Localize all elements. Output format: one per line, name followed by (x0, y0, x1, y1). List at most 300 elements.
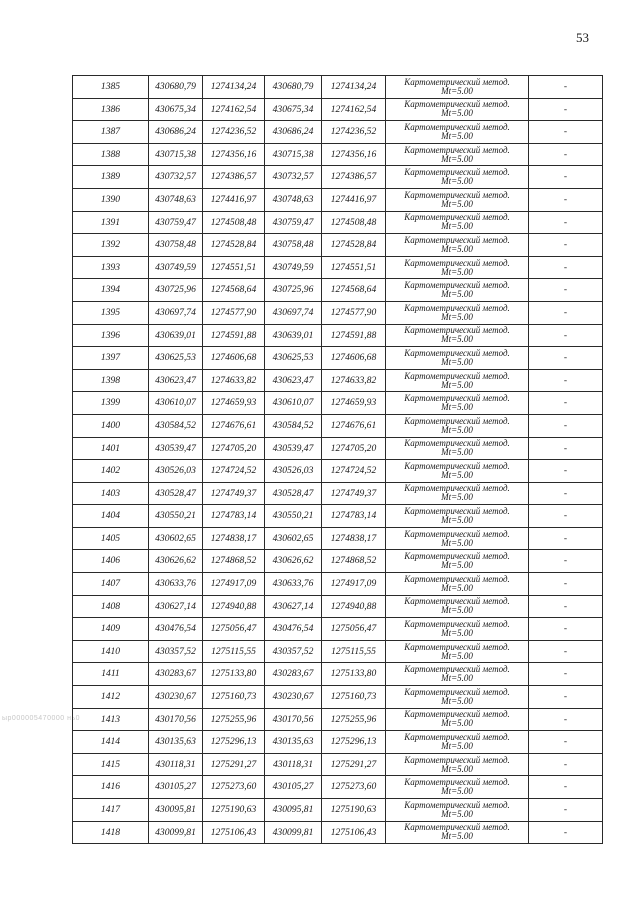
point-number-cell: 1390 (73, 188, 149, 211)
x-existing-cell: 430539,47 (149, 437, 203, 460)
method-cell (386, 595, 529, 618)
method-line-1: Картометрический метод. (404, 76, 510, 87)
y-new-cell: 1274416,97 (322, 188, 386, 211)
y-existing-cell: 1274591,88 (203, 324, 265, 347)
method-line-1: Картометрический метод. (404, 528, 510, 539)
x-new-cell: 430610,07 (265, 392, 322, 415)
method-line-1: Картометрический метод. (404, 257, 510, 268)
method-line-1: Картометрический метод. (404, 325, 510, 336)
y-existing-cell: 1274508,48 (203, 211, 265, 234)
y-existing-cell: 1274386,57 (203, 166, 265, 189)
point-number-cell: 1400 (73, 414, 149, 437)
y-new-cell: 1274633,82 (322, 369, 386, 392)
method-cell (386, 799, 529, 822)
table-row (73, 573, 603, 596)
y-new-cell: 1274838,17 (322, 527, 386, 550)
point-number-cell: 1417 (73, 799, 149, 822)
page-number: 53 (576, 30, 589, 45)
table-row (73, 460, 603, 483)
y-existing-cell: 1275190,63 (203, 799, 265, 822)
method-line-1: Картометрический метод. (404, 302, 510, 313)
x-new-cell: 430623,47 (265, 369, 322, 392)
point-number-cell: 1398 (73, 369, 149, 392)
table-row (73, 753, 603, 776)
point-number-cell: 1396 (73, 324, 149, 347)
description-cell: - (529, 256, 603, 279)
x-new-cell: 430476,54 (265, 618, 322, 641)
x-existing-cell: 430602,65 (149, 527, 203, 550)
x-existing-cell: 430675,34 (149, 98, 203, 121)
x-existing-cell: 430105,27 (149, 776, 203, 799)
y-existing-cell: 1275133,80 (203, 663, 265, 686)
point-number-cell: 1401 (73, 437, 149, 460)
description-cell: - (529, 166, 603, 189)
x-new-cell: 430118,31 (265, 753, 322, 776)
description-cell: - (529, 143, 603, 166)
x-new-cell: 430099,81 (265, 821, 322, 844)
method-line-1: Картометрический метод. (404, 732, 510, 743)
x-new-cell: 430283,67 (265, 663, 322, 686)
method-line-2: Mt=5.00 (441, 808, 473, 819)
table-row (73, 347, 603, 370)
method-line-1: Картометрический метод. (404, 664, 510, 675)
y-new-cell: 1275133,80 (322, 663, 386, 686)
point-number-cell: 1404 (73, 505, 149, 528)
method-cell (386, 731, 529, 754)
y-existing-cell: 1274940,88 (203, 595, 265, 618)
y-new-cell: 1275106,43 (322, 821, 386, 844)
x-existing-cell: 430748,63 (149, 188, 203, 211)
method-cell (386, 301, 529, 324)
table-row (73, 324, 603, 347)
point-number-cell: 1391 (73, 211, 149, 234)
method-cell (386, 573, 529, 596)
table-row (73, 392, 603, 415)
method-line-2: Mt=5.00 (441, 695, 473, 706)
table-row (73, 550, 603, 573)
table-row (73, 211, 603, 234)
y-existing-cell: 1274633,82 (203, 369, 265, 392)
method-line-2: Mt=5.00 (441, 447, 473, 458)
description-cell: - (529, 414, 603, 437)
x-new-cell: 430639,01 (265, 324, 322, 347)
y-new-cell: 1275115,55 (322, 640, 386, 663)
table-row (73, 595, 603, 618)
method-line-2: Mt=5.00 (441, 605, 473, 616)
table-row (73, 663, 603, 686)
method-line-1: Картометрический метод. (404, 754, 510, 765)
method-line-2: Mt=5.00 (441, 560, 473, 571)
description-cell: - (529, 324, 603, 347)
x-new-cell: 430697,74 (265, 301, 322, 324)
point-number-cell: 1408 (73, 595, 149, 618)
method-line-1: Картометрический метод. (404, 144, 510, 155)
description-cell: - (529, 686, 603, 709)
method-cell (386, 121, 529, 144)
x-existing-cell: 430170,56 (149, 708, 203, 731)
method-line-1: Картометрический метод. (404, 596, 510, 607)
y-new-cell: 1274577,90 (322, 301, 386, 324)
y-new-cell: 1274724,52 (322, 460, 386, 483)
method-cell (386, 753, 529, 776)
table-row (73, 121, 603, 144)
method-cell (386, 663, 529, 686)
method-line-1: Картометрический метод. (404, 347, 510, 358)
x-new-cell: 430675,34 (265, 98, 322, 121)
x-new-cell: 430170,56 (265, 708, 322, 731)
description-cell: - (529, 799, 603, 822)
x-existing-cell: 430749,59 (149, 256, 203, 279)
method-line-2: Mt=5.00 (441, 515, 473, 526)
method-line-2: Mt=5.00 (441, 221, 473, 232)
y-new-cell: 1275255,96 (322, 708, 386, 731)
x-existing-cell: 430584,52 (149, 414, 203, 437)
x-existing-cell: 430725,96 (149, 279, 203, 302)
method-cell (386, 369, 529, 392)
table-row (73, 708, 603, 731)
method-line-2: Mt=5.00 (441, 176, 473, 187)
x-existing-cell: 430095,81 (149, 799, 203, 822)
method-cell (386, 550, 529, 573)
x-new-cell: 430732,57 (265, 166, 322, 189)
y-existing-cell: 1274356,16 (203, 143, 265, 166)
description-cell: - (529, 121, 603, 144)
method-cell (386, 505, 529, 528)
x-new-cell: 430135,63 (265, 731, 322, 754)
point-number-cell: 1416 (73, 776, 149, 799)
method-line-2: Mt=5.00 (441, 379, 473, 390)
coordinates-table-body (73, 76, 603, 844)
y-new-cell: 1275160,73 (322, 686, 386, 709)
y-existing-cell: 1275273,60 (203, 776, 265, 799)
table-row (73, 821, 603, 844)
x-existing-cell: 430118,31 (149, 753, 203, 776)
table-row (73, 279, 603, 302)
x-existing-cell: 430357,52 (149, 640, 203, 663)
table-row (73, 505, 603, 528)
description-cell: - (529, 301, 603, 324)
method-line-2: Mt=5.00 (441, 741, 473, 752)
method-line-1: Картометрический метод. (404, 212, 510, 223)
method-line-1: Картометрический метод. (404, 641, 510, 652)
y-new-cell: 1274940,88 (322, 595, 386, 618)
y-existing-cell: 1274577,90 (203, 301, 265, 324)
method-line-2: Mt=5.00 (441, 537, 473, 548)
method-line-1: Картометрический метод. (404, 415, 510, 426)
point-number-cell: 1406 (73, 550, 149, 573)
y-existing-cell: 1274868,52 (203, 550, 265, 573)
table-row (73, 234, 603, 257)
description-cell: - (529, 482, 603, 505)
y-new-cell: 1275291,27 (322, 753, 386, 776)
y-new-cell: 1274676,61 (322, 414, 386, 437)
method-cell (386, 279, 529, 302)
description-cell: - (529, 369, 603, 392)
point-number-cell: 1397 (73, 347, 149, 370)
x-existing-cell: 430526,03 (149, 460, 203, 483)
method-line-2: Mt=5.00 (441, 266, 473, 277)
x-existing-cell: 430135,63 (149, 731, 203, 754)
method-line-1: Картометрический метод. (404, 167, 510, 178)
method-cell (386, 414, 529, 437)
method-cell (386, 98, 529, 121)
y-new-cell: 1274162,54 (322, 98, 386, 121)
method-cell (386, 437, 529, 460)
table-row (73, 437, 603, 460)
y-existing-cell: 1274606,68 (203, 347, 265, 370)
description-cell: - (529, 573, 603, 596)
method-cell (386, 76, 529, 99)
x-new-cell: 430680,79 (265, 76, 322, 99)
method-cell (386, 211, 529, 234)
x-existing-cell: 430283,67 (149, 663, 203, 686)
description-cell: - (529, 595, 603, 618)
y-new-cell: 1274386,57 (322, 166, 386, 189)
y-new-cell: 1274917,09 (322, 573, 386, 596)
y-new-cell: 1275056,47 (322, 618, 386, 641)
table-row (73, 482, 603, 505)
x-new-cell: 430627,14 (265, 595, 322, 618)
y-new-cell: 1275273,60 (322, 776, 386, 799)
y-new-cell: 1274783,14 (322, 505, 386, 528)
y-new-cell: 1274568,64 (322, 279, 386, 302)
description-cell: - (529, 663, 603, 686)
method-cell (386, 188, 529, 211)
x-existing-cell: 430680,79 (149, 76, 203, 99)
y-new-cell: 1274528,84 (322, 234, 386, 257)
method-line-2: Mt=5.00 (441, 831, 473, 842)
x-new-cell: 430626,62 (265, 550, 322, 573)
method-line-2: Mt=5.00 (441, 130, 473, 141)
y-existing-cell: 1274724,52 (203, 460, 265, 483)
description-cell: - (529, 234, 603, 257)
table-row (73, 98, 603, 121)
method-line-1: Картометрический метод. (404, 573, 510, 584)
x-existing-cell: 430099,81 (149, 821, 203, 844)
method-line-2: Mt=5.00 (441, 85, 473, 96)
point-number-cell: 1394 (73, 279, 149, 302)
x-new-cell: 430230,67 (265, 686, 322, 709)
description-cell: - (529, 211, 603, 234)
table-row (73, 369, 603, 392)
y-existing-cell: 1275115,55 (203, 640, 265, 663)
description-cell: - (529, 392, 603, 415)
x-new-cell: 430715,38 (265, 143, 322, 166)
method-line-1: Картометрический метод. (404, 799, 510, 810)
table-row (73, 640, 603, 663)
table-row (73, 143, 603, 166)
x-existing-cell: 430550,21 (149, 505, 203, 528)
method-line-1: Картометрический метод. (404, 777, 510, 788)
method-line-1: Картометрический метод. (404, 280, 510, 291)
x-existing-cell: 430528,47 (149, 482, 203, 505)
y-new-cell: 1274508,48 (322, 211, 386, 234)
x-new-cell: 430633,76 (265, 573, 322, 596)
method-cell (386, 460, 529, 483)
method-line-1: Картометрический метод. (404, 506, 510, 517)
description-cell: - (529, 776, 603, 799)
point-number-cell: 1386 (73, 98, 149, 121)
x-new-cell: 430539,47 (265, 437, 322, 460)
method-cell (386, 166, 529, 189)
table-row (73, 618, 603, 641)
y-existing-cell: 1274134,24 (203, 76, 265, 99)
x-existing-cell: 430633,76 (149, 573, 203, 596)
point-number-cell: 1392 (73, 234, 149, 257)
point-number-cell: 1412 (73, 686, 149, 709)
point-number-cell: 1415 (73, 753, 149, 776)
method-line-1: Картометрический метод. (404, 370, 510, 381)
method-line-1: Картометрический метод. (404, 709, 510, 720)
point-number-cell: 1387 (73, 121, 149, 144)
y-new-cell: 1274868,52 (322, 550, 386, 573)
y-new-cell: 1274749,37 (322, 482, 386, 505)
method-line-2: Mt=5.00 (441, 243, 473, 254)
description-cell: - (529, 98, 603, 121)
description-cell: - (529, 76, 603, 99)
description-cell: - (529, 731, 603, 754)
description-cell: - (529, 708, 603, 731)
method-line-2: Mt=5.00 (441, 108, 473, 119)
y-new-cell: 1274705,20 (322, 437, 386, 460)
method-cell (386, 776, 529, 799)
x-existing-cell: 430610,07 (149, 392, 203, 415)
x-new-cell: 430749,59 (265, 256, 322, 279)
method-cell (386, 618, 529, 641)
method-line-1: Картометрический метод. (404, 460, 510, 471)
method-cell (386, 821, 529, 844)
table-row (73, 776, 603, 799)
description-cell: - (529, 279, 603, 302)
method-line-2: Mt=5.00 (441, 334, 473, 345)
method-cell (386, 234, 529, 257)
point-number-cell: 1389 (73, 166, 149, 189)
table-row (73, 76, 603, 99)
x-existing-cell: 430732,57 (149, 166, 203, 189)
y-existing-cell: 1274568,64 (203, 279, 265, 302)
method-line-1: Картометрический метод. (404, 121, 510, 132)
y-new-cell: 1274606,68 (322, 347, 386, 370)
method-line-2: Mt=5.00 (441, 763, 473, 774)
method-line-2: Mt=5.00 (441, 153, 473, 164)
x-existing-cell: 430639,01 (149, 324, 203, 347)
table-row (73, 414, 603, 437)
x-existing-cell: 430715,38 (149, 143, 203, 166)
table-row (73, 527, 603, 550)
y-existing-cell: 1275106,43 (203, 821, 265, 844)
table-row (73, 188, 603, 211)
x-new-cell: 430528,47 (265, 482, 322, 505)
table-row (73, 166, 603, 189)
y-existing-cell: 1274528,84 (203, 234, 265, 257)
x-new-cell: 430625,53 (265, 347, 322, 370)
y-existing-cell: 1274162,54 (203, 98, 265, 121)
x-new-cell: 430602,65 (265, 527, 322, 550)
method-line-1: Картометрический метод. (404, 393, 510, 404)
description-cell: - (529, 550, 603, 573)
x-new-cell: 430095,81 (265, 799, 322, 822)
x-new-cell: 430725,96 (265, 279, 322, 302)
y-existing-cell: 1274749,37 (203, 482, 265, 505)
y-existing-cell: 1275160,73 (203, 686, 265, 709)
point-number-cell: 1403 (73, 482, 149, 505)
method-line-1: Картометрический метод. (404, 483, 510, 494)
method-line-2: Mt=5.00 (441, 718, 473, 729)
table-row (73, 731, 603, 754)
point-number-cell: 1418 (73, 821, 149, 844)
point-number-cell: 1402 (73, 460, 149, 483)
method-line-1: Картометрический метод. (404, 234, 510, 245)
y-existing-cell: 1275255,96 (203, 708, 265, 731)
table-row (73, 301, 603, 324)
method-cell (386, 482, 529, 505)
description-cell: - (529, 618, 603, 641)
description-cell: - (529, 347, 603, 370)
method-cell (386, 686, 529, 709)
y-existing-cell: 1274676,61 (203, 414, 265, 437)
point-number-cell: 1413 (73, 708, 149, 731)
y-new-cell: 1274356,16 (322, 143, 386, 166)
method-line-2: Mt=5.00 (441, 198, 473, 209)
table-row (73, 256, 603, 279)
point-number-cell: 1388 (73, 143, 149, 166)
method-line-2: Mt=5.00 (441, 582, 473, 593)
x-new-cell: 430357,52 (265, 640, 322, 663)
method-line-1: Картометрический метод. (404, 822, 510, 833)
method-line-1: Картометрический метод. (404, 619, 510, 630)
table-row (73, 799, 603, 822)
description-cell: - (529, 505, 603, 528)
y-existing-cell: 1275296,13 (203, 731, 265, 754)
x-existing-cell: 430759,47 (149, 211, 203, 234)
x-existing-cell: 430625,53 (149, 347, 203, 370)
method-line-1: Картометрический метод. (404, 438, 510, 449)
description-cell: - (529, 527, 603, 550)
x-new-cell: 430526,03 (265, 460, 322, 483)
point-number-cell: 1393 (73, 256, 149, 279)
y-new-cell: 1274591,88 (322, 324, 386, 347)
method-cell (386, 324, 529, 347)
method-cell (386, 708, 529, 731)
method-line-2: Mt=5.00 (441, 311, 473, 322)
method-line-2: Mt=5.00 (441, 469, 473, 480)
point-number-cell: 1395 (73, 301, 149, 324)
description-cell: - (529, 640, 603, 663)
y-existing-cell: 1274783,14 (203, 505, 265, 528)
x-existing-cell: 430686,24 (149, 121, 203, 144)
y-existing-cell: 1274917,09 (203, 573, 265, 596)
method-line-2: Mt=5.00 (441, 289, 473, 300)
method-cell (386, 143, 529, 166)
description-cell: - (529, 460, 603, 483)
y-existing-cell: 1274659,93 (203, 392, 265, 415)
method-cell (386, 640, 529, 663)
method-line-2: Mt=5.00 (441, 650, 473, 661)
x-new-cell: 430748,63 (265, 188, 322, 211)
point-number-cell: 1410 (73, 640, 149, 663)
method-line-2: Mt=5.00 (441, 424, 473, 435)
method-line-2: Mt=5.00 (441, 673, 473, 684)
y-new-cell: 1275190,63 (322, 799, 386, 822)
method-cell (386, 347, 529, 370)
method-line-2: Mt=5.00 (441, 628, 473, 639)
x-existing-cell: 430476,54 (149, 618, 203, 641)
point-number-cell: 1399 (73, 392, 149, 415)
method-cell (386, 256, 529, 279)
table-row (73, 686, 603, 709)
description-cell: - (529, 188, 603, 211)
description-cell: - (529, 437, 603, 460)
